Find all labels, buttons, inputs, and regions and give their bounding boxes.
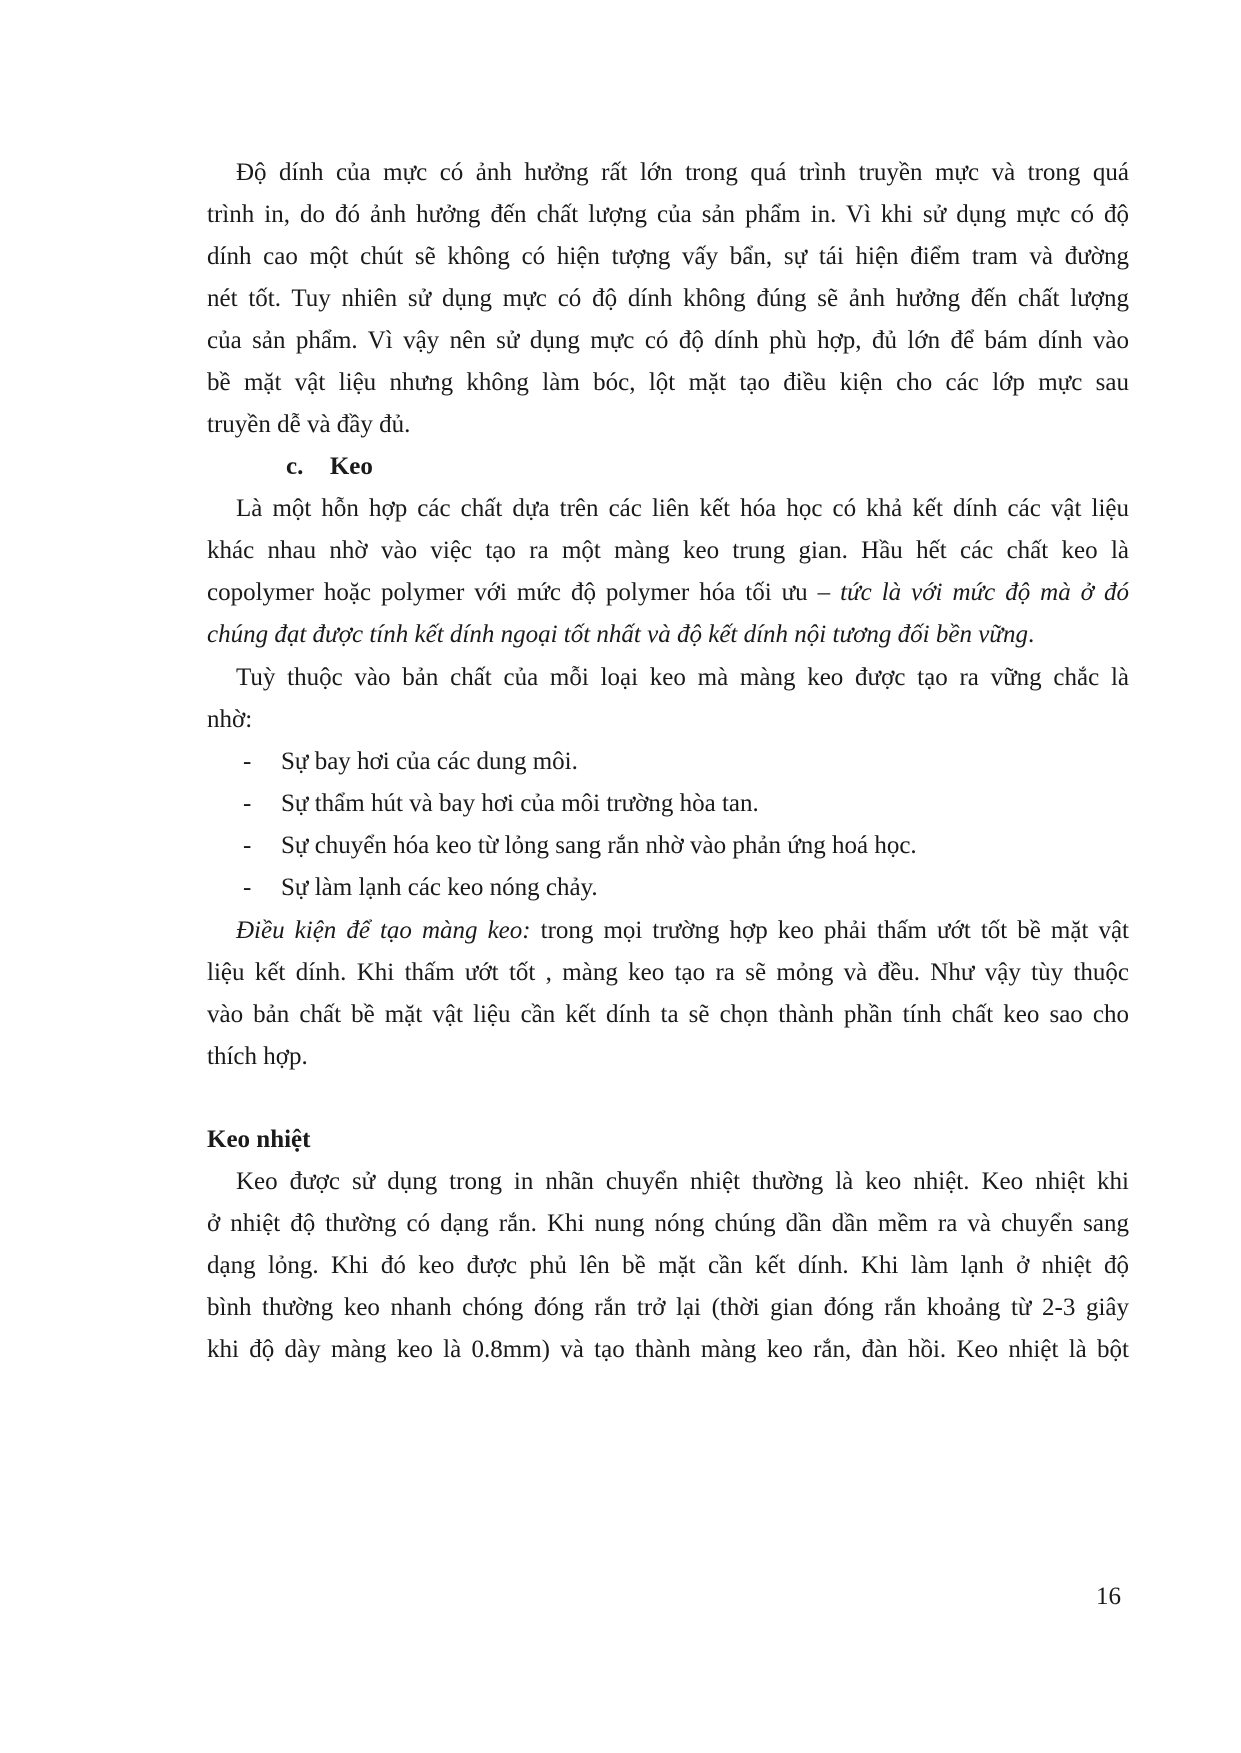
para2-line	[207, 620, 1129, 650]
bullet-marker: -	[243, 790, 252, 817]
para2-line: Là một hỗn hợp các chất dựa trên các liên kết hóa học có khả kết dính các vật liệu	[236, 495, 1129, 522]
para4-rest: trong mọi trường hợp keo phải thấm ướt tốt bề mặt vật	[530, 917, 1129, 944]
para4-line: liệu kết dính. Khi thấm ướt tốt , màng keo tạo ra sẽ mỏng và đều. Như vậy tùy thuộc	[207, 959, 1129, 986]
para1-line: của sản phẩm. Vì vậy nên sử dụng mực có độ dính phù hợp, đủ lớn để bám dính vào	[207, 327, 1129, 354]
bullet-item: Sự làm lạnh các keo nóng chảy.	[281, 874, 598, 901]
para1-line: trình in, do đó ảnh hưởng đến chất lượng của sản phẩm in. Vì khi sử dụng mực có độ	[207, 201, 1129, 228]
para2-normal: copolymer hoặc polymer với mức độ polymer hóa tối ưu –	[207, 579, 841, 606]
para5-line: khi độ dày màng keo là 0.8mm) và tạo thành màng keo rắn, đàn hồi. Keo nhiệt là bột	[207, 1336, 1129, 1363]
bullet-marker: -	[243, 748, 252, 775]
para1-line: Độ dính của mực có ảnh hưởng rất lớn trong quá trình truyền mực và trong quá	[236, 159, 1129, 186]
bullet-marker: -	[243, 832, 252, 859]
section-heading-c	[286, 452, 1208, 482]
para5-line: Keo được sử dụng trong in nhãn chuyển nhiệt thường là keo nhiệt. Keo nhiệt khi	[236, 1168, 1129, 1195]
bullet-marker: -	[243, 874, 252, 901]
para5-line: ở nhiệt độ thường có dạng rắn. Khi nung nóng chúng dần dần mềm ra và chuyển sang	[207, 1210, 1129, 1237]
bullet-item: Sự bay hơi của các dung môi.	[281, 748, 578, 775]
bullet-item: Sự chuyển hóa keo từ lỏng sang rắn nhờ vào phản ứng hoá học.	[281, 832, 917, 859]
para3-line: nhờ:	[207, 706, 253, 733]
bullet-item: Sự thẩm hút và bay hơi của môi trường hòa tan.	[281, 790, 759, 817]
heading-marker: c.	[286, 453, 304, 480]
para1-line: nét tốt. Tuy nhiên sử dụng mực có độ dính không đúng sẽ ảnh hưởng đến chất lượng	[207, 285, 1129, 312]
para1-line: truyền dễ và đầy đủ.	[207, 411, 411, 438]
heading-title: Keo	[329, 453, 373, 480]
para2-italic: tức là với mức độ mà ở đó	[840, 579, 1129, 606]
para4-line	[236, 916, 1129, 946]
para2-line	[207, 578, 1129, 608]
para5-line: bình thường keo nhanh chóng đóng rắn trở lại (thời gian đóng rắn khoảng từ 2-3 giây	[207, 1294, 1129, 1321]
section-heading-keo-nhiet: Keo nhiệt	[207, 1126, 311, 1153]
para4-line: vào bản chất bề mặt vật liệu cần kết dính ta sẽ chọn thành phần tính chất keo sao cho	[207, 1001, 1129, 1028]
para3-line: Tuỳ thuộc vào bản chất của mỗi loại keo mà màng keo được tạo ra vững chắc là	[236, 664, 1129, 691]
para2-line: khác nhau nhờ vào việc tạo ra một màng keo trung gian. Hầu hết các chất keo là	[207, 537, 1129, 564]
para2-period: .	[1027, 621, 1035, 648]
page-number: 16	[1096, 1583, 1121, 1610]
para4-lead: Điều kiện để tạo màng keo:	[236, 917, 531, 944]
para4-line: thích hợp.	[207, 1043, 308, 1070]
para1-line: bề mặt vật liệu nhưng không làm bóc, lột mặt tạo điều kiện cho các lớp mực sau	[207, 369, 1129, 396]
para2-italic: chúng đạt được tính kết dính ngoại tốt nhất và độ kết dính nội tương đối bền vững	[207, 621, 1028, 648]
para1-line: dính cao một chút sẽ không có hiện tượng vấy bẩn, sự tái hiện điểm tram và đường	[207, 243, 1129, 270]
para5-line: dạng lỏng. Khi đó keo được phủ lên bề mặt cần kết dính. Khi làm lạnh ở nhiệt độ	[207, 1252, 1129, 1279]
